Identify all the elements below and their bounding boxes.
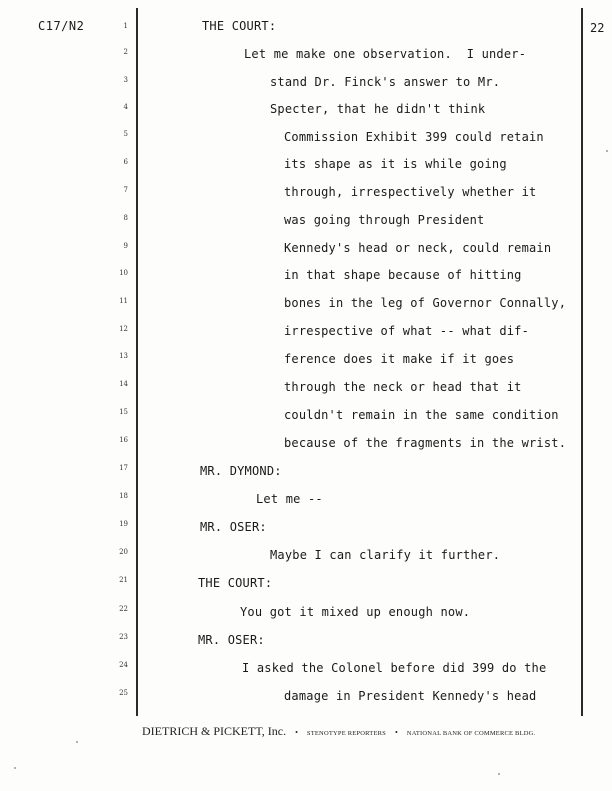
firm-name: DIETRICH & PICKETT, Inc. xyxy=(142,724,287,738)
transcript-line: couldn't remain in the same condition xyxy=(284,408,559,422)
firm-address: NATIONAL BANK OF COMMERCE BLDG. xyxy=(406,730,536,737)
line-number: 19 xyxy=(119,520,128,528)
line-number: 10 xyxy=(119,269,128,277)
transcript-line: Commission Exhibit 399 could retain xyxy=(284,130,544,144)
firm-services: STENOTYPE REPORTERS xyxy=(306,730,386,737)
line-number: 15 xyxy=(119,408,128,416)
line-number: 1 xyxy=(123,22,128,30)
speaker-label: THE COURT: xyxy=(202,19,277,33)
line-number: 7 xyxy=(123,186,128,194)
transcript-line: Maybe I can clarify it further. xyxy=(270,548,501,562)
transcript-line: ference does it make if it goes xyxy=(284,352,515,366)
transcript-line: stand Dr. Finck's answer to Mr. xyxy=(270,75,501,89)
transcript-line: through, irrespectively whether it xyxy=(284,185,537,199)
line-number: 18 xyxy=(119,492,128,500)
transcript-line: Specter, that he didn't think xyxy=(270,102,486,116)
reporter-footer xyxy=(142,722,535,740)
page-number: 22 xyxy=(590,21,605,35)
line-number: 3 xyxy=(123,76,128,84)
line-number: 24 xyxy=(119,661,128,669)
line-number: 2 xyxy=(123,48,128,56)
line-number: 23 xyxy=(119,633,128,641)
transcript-line: Let me make one observation. I under- xyxy=(244,47,527,61)
line-number: 22 xyxy=(119,605,128,613)
speaker-label: MR. OSER: xyxy=(200,520,267,534)
transcript-line: You got it mixed up enough now. xyxy=(240,605,471,619)
transcript-line: was going through President xyxy=(284,213,485,227)
right-margin-rule xyxy=(581,8,583,716)
case-id: C17/N2 xyxy=(38,19,85,33)
scan-speck xyxy=(14,767,16,769)
bullet-separator: • xyxy=(295,728,298,737)
line-number: 17 xyxy=(119,464,128,472)
transcript-line: Let me -- xyxy=(256,492,323,506)
line-number: 20 xyxy=(119,548,128,556)
speaker-label: MR. OSER: xyxy=(198,633,265,647)
line-number: 13 xyxy=(119,352,128,360)
transcript-line: I asked the Colonel before did 399 do the xyxy=(242,661,547,675)
transcript-line: because of the fragments in the wrist. xyxy=(284,436,567,450)
line-number: 5 xyxy=(123,130,128,138)
line-number: 12 xyxy=(119,325,128,333)
line-number: 14 xyxy=(119,380,128,388)
left-margin-rule xyxy=(136,8,138,716)
transcript-line: irrespective of what -- what dif- xyxy=(284,324,530,338)
transcript-line: through the neck or head that it xyxy=(284,380,522,394)
speaker-label: THE COURT: xyxy=(198,576,273,590)
line-number: 21 xyxy=(119,576,128,584)
line-number: 4 xyxy=(123,103,128,111)
line-number: 6 xyxy=(123,158,128,166)
scan-speck xyxy=(606,150,608,152)
transcript-line: damage in President Kennedy's head xyxy=(284,689,537,703)
scan-speck xyxy=(498,773,500,775)
bullet-separator: • xyxy=(394,728,398,737)
scan-speck xyxy=(76,741,78,743)
transcript-line: in that shape because of hitting xyxy=(284,268,522,282)
speaker-label: MR. DYMOND: xyxy=(200,464,282,478)
transcript-line: bones in the leg of Governor Connally, xyxy=(284,296,567,310)
transcript-line: Kennedy's head or neck, could remain xyxy=(284,241,552,255)
transcript-line: its shape as it is while going xyxy=(284,157,507,171)
line-number: 8 xyxy=(123,214,128,222)
line-number: 16 xyxy=(119,436,128,444)
line-number: 11 xyxy=(119,297,128,305)
line-number: 25 xyxy=(119,689,128,697)
line-number: 9 xyxy=(123,242,128,250)
